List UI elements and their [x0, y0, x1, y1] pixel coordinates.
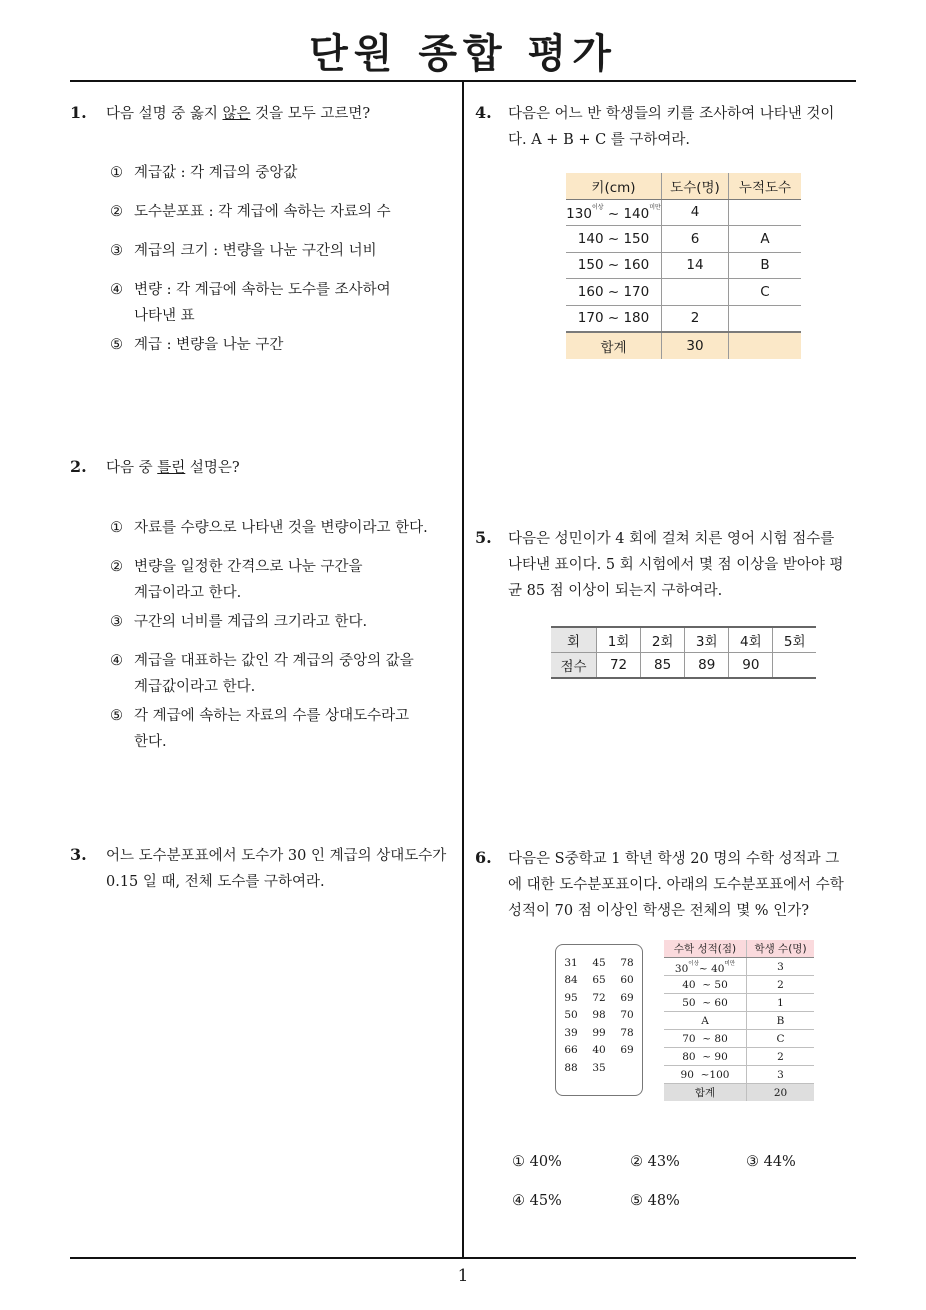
option-mark: ③ — [110, 614, 123, 630]
q6-line-1: 다음은 S중학교 1 학년 학생 20 명의 수학 성적과 그 — [508, 851, 840, 867]
option-text-continued: 나타낸 표 — [134, 308, 195, 324]
q1-option-5[interactable] — [110, 332, 283, 358]
option-mark: ④ — [110, 653, 123, 669]
option-mark: ② — [110, 559, 123, 575]
table-row: 95 72 69 — [564, 991, 634, 1004]
option-mark: ① — [110, 520, 123, 536]
table-cell: 90 — [729, 653, 773, 679]
q1-option-4[interactable] — [110, 277, 391, 329]
table-row — [664, 994, 814, 1012]
raw-scores-box — [555, 944, 643, 1096]
class-interval: 50 ~ 60 — [664, 994, 747, 1012]
q4-line-2: 다. A + B + C 를 구하여라. — [508, 132, 691, 148]
q6-choice-2[interactable] — [630, 1154, 680, 1170]
class-interval: 140 ~ 150 — [566, 226, 662, 253]
question-6-number: 6. — [475, 848, 492, 867]
frequency-cell: 14 — [662, 252, 729, 279]
q2-option-1[interactable] — [110, 515, 428, 541]
option-mark: ① — [110, 165, 123, 181]
option-text: 45% — [529, 1193, 562, 1209]
total-label: 합계 — [664, 1084, 747, 1102]
option-mark: ⑤ — [110, 708, 123, 724]
q2-option-5[interactable] — [110, 703, 409, 755]
raw-scores-grid — [557, 954, 641, 1077]
q2-stem-underlined: 틀린 — [157, 460, 186, 476]
q1-stem-after: 것을 모두 고르면? — [250, 106, 371, 122]
q2-option-3[interactable] — [110, 609, 367, 635]
class-interval: $30^{이상}\sim$ $40^{미만}$ — [664, 958, 747, 976]
table-header: 키(cm) — [566, 173, 662, 199]
table-row: 66 40 69 — [564, 1044, 634, 1057]
option-text-continued: 계급이라고 한다. — [134, 585, 242, 601]
count-cell: 3 — [747, 1066, 815, 1084]
cumulative-cell — [729, 305, 802, 332]
frequency-cell: 2 — [662, 305, 729, 332]
table-row — [664, 1048, 814, 1066]
table-header: 누적도수 — [729, 173, 802, 199]
cumulative-cell: C — [729, 279, 802, 306]
table-cell: 회 — [551, 627, 597, 653]
table-cell: 3회 — [685, 627, 729, 653]
table-total-row — [664, 1084, 814, 1102]
table-cell: 89 — [685, 653, 729, 679]
table-row — [664, 1012, 814, 1030]
table-row — [551, 653, 816, 679]
option-text: 계급값 : 각 계급의 중앙값 — [134, 165, 298, 181]
q5-line-1: 다음은 성민이가 4 회에 걸쳐 치른 영어 시험 점수를 — [508, 531, 835, 547]
option-mark: ⑤ — [110, 337, 123, 353]
page-number: 1 — [457, 1266, 469, 1286]
q1-option-2[interactable] — [110, 199, 391, 225]
table-row — [566, 305, 801, 332]
option-mark: ④ — [512, 1193, 525, 1209]
option-text: 도수분포표 : 각 계급에 속하는 자료의 수 — [134, 204, 391, 220]
q1-option-1[interactable] — [110, 160, 297, 186]
q6-choice-4[interactable] — [512, 1193, 562, 1209]
frequency-cell: 4 — [662, 199, 729, 226]
frequency-cell — [662, 279, 729, 306]
class-interval: 70 ~ 80 — [664, 1030, 747, 1048]
class-interval: 170 ~ 180 — [566, 305, 662, 332]
cumulative-cell: B — [729, 252, 802, 279]
q6-choice-3[interactable] — [746, 1154, 796, 1170]
frequency-cell: 6 — [662, 226, 729, 253]
class-interval: $130^{이상}$ ~ $140^{미만}$ — [566, 199, 662, 226]
option-mark: ③ — [746, 1154, 759, 1170]
question-2-stem — [106, 455, 240, 481]
table-row: 50 98 70 — [564, 1009, 634, 1022]
question-1-stem — [106, 101, 370, 127]
option-mark: ③ — [110, 243, 123, 259]
question-5-number: 5. — [475, 528, 492, 547]
question-4-number: 4. — [475, 103, 492, 122]
option-text: 44% — [763, 1154, 796, 1170]
q1-option-3[interactable] — [110, 238, 377, 264]
q5-score-table — [551, 626, 816, 679]
class-interval: 150 ~ 160 — [566, 252, 662, 279]
q4-height-table — [566, 173, 801, 359]
q1-stem-before: 다음 설명 중 옳지 — [106, 106, 223, 122]
count-cell: C — [747, 1030, 815, 1048]
q2-option-2[interactable] — [110, 554, 363, 606]
table-row — [664, 976, 814, 994]
count-cell: 2 — [747, 976, 815, 994]
q6-line-3: 성적이 70 점 이상인 학생은 전체의 몇 % 인가? — [508, 903, 809, 919]
table-row — [664, 1066, 814, 1084]
q6-line-2: 에 대한 도수분포표이다. 아래의 도수분포표에서 수학 — [508, 877, 844, 893]
total-value: 20 — [747, 1084, 815, 1102]
cumulative-cell: A — [729, 226, 802, 253]
count-cell: B — [747, 1012, 815, 1030]
table-cell: 점수 — [551, 653, 597, 679]
q2-stem-after: 설명은? — [185, 460, 240, 476]
table-header-row — [664, 940, 814, 958]
q3-line-2: 0.15 일 때, 전체 도수를 구하여라. — [106, 874, 325, 890]
page-title: 단원 종합 평가 — [309, 31, 617, 77]
table-cell: 2회 — [641, 627, 685, 653]
column-divider — [462, 82, 464, 1258]
q6-choice-1[interactable] — [512, 1154, 562, 1170]
table-header: 도수(명) — [662, 173, 729, 199]
question-1-number: 1. — [70, 103, 87, 122]
question-5-stem — [508, 526, 843, 604]
question-3-number: 3. — [70, 845, 87, 864]
option-text: 40% — [529, 1154, 562, 1170]
table-row: 39 99 78 — [564, 1026, 634, 1039]
cumulative-cell — [729, 199, 802, 226]
option-text: 계급 : 변량을 나눈 구간 — [134, 337, 284, 353]
table-row — [566, 279, 801, 306]
option-text: 변량 : 각 계급에 속하는 도수를 조사하여 — [134, 282, 391, 298]
option-mark: ④ — [110, 282, 123, 298]
class-interval: 80 ~ 90 — [664, 1048, 747, 1066]
q3-line-1: 어느 도수분포표에서 도수가 30 인 계급의 상대도수가 — [106, 848, 447, 864]
option-mark: ① — [512, 1154, 525, 1170]
table-row — [664, 1030, 814, 1048]
table-row — [664, 958, 814, 976]
question-3-stem — [106, 843, 446, 895]
option-mark: ② — [110, 204, 123, 220]
table-row: 88 35 — [564, 1061, 606, 1074]
count-cell: 3 — [747, 958, 815, 976]
table-row — [566, 199, 801, 226]
class-interval: 40 ~ 50 — [664, 976, 747, 994]
table-cell: 5회 — [773, 627, 816, 653]
q2-stem-before: 다음 중 — [106, 460, 158, 476]
table-cell: 85 — [641, 653, 685, 679]
option-text: 계급의 크기 : 변량을 나눈 구간의 너비 — [134, 243, 377, 259]
option-text: 43% — [647, 1154, 680, 1170]
q1-stem-underlined: 않은 — [222, 106, 251, 122]
q6-frequency-table — [664, 940, 814, 1101]
option-mark: ② — [630, 1154, 643, 1170]
bottom-rule — [70, 1257, 856, 1259]
q5-line-2: 나타낸 표이다. 5 회 시험에서 몇 점 이상을 받아야 평 — [508, 557, 844, 573]
option-mark: ⑤ — [630, 1193, 643, 1209]
total-value: 30 — [662, 332, 729, 359]
option-text: 48% — [647, 1193, 680, 1209]
option-text-continued: 계급값이라고 한다. — [134, 679, 256, 695]
table-header: 수학 성적(점) — [664, 940, 747, 958]
question-6-stem — [508, 846, 844, 924]
q5-line-3: 균 85 점 이상이 되는지 구하여라. — [508, 583, 723, 599]
class-interval: 160 ~ 170 — [566, 279, 662, 306]
option-text-continued: 한다. — [134, 734, 167, 750]
table-row: 84 65 60 — [564, 974, 634, 987]
q2-option-4[interactable] — [110, 648, 414, 700]
option-text: 자료를 수량으로 나타낸 것을 변량이라고 한다. — [134, 520, 428, 536]
table-cell: 1회 — [597, 627, 641, 653]
q4-line-1: 다음은 어느 반 학생들의 키를 조사하여 나타낸 것이 — [508, 106, 835, 122]
table-row: 31 45 78 — [564, 956, 634, 969]
q6-choice-5[interactable] — [630, 1193, 680, 1209]
count-cell: 2 — [747, 1048, 815, 1066]
table-cell: 4회 — [729, 627, 773, 653]
count-cell: 1 — [747, 994, 815, 1012]
table-row — [566, 226, 801, 253]
table-row — [551, 627, 816, 653]
table-header: 학생 수(명) — [747, 940, 815, 958]
table-row — [566, 252, 801, 279]
total-empty — [729, 332, 802, 359]
question-4-stem — [508, 101, 834, 153]
option-text: 각 계급에 속하는 자료의 수를 상대도수라고 — [134, 708, 410, 724]
class-interval: A — [664, 1012, 747, 1030]
table-total-row — [566, 332, 801, 359]
total-label: 합계 — [566, 332, 662, 359]
option-text: 구간의 너비를 계급의 크기라고 한다. — [134, 614, 368, 630]
question-2-number: 2. — [70, 457, 87, 476]
class-interval: 90 ~100 — [664, 1066, 747, 1084]
table-cell — [773, 653, 816, 679]
option-text: 계급을 대표하는 값인 각 계급의 중앙의 값을 — [134, 653, 414, 669]
option-text: 변량을 일정한 간격으로 나눈 구간을 — [134, 559, 363, 575]
table-cell: 72 — [597, 653, 641, 679]
